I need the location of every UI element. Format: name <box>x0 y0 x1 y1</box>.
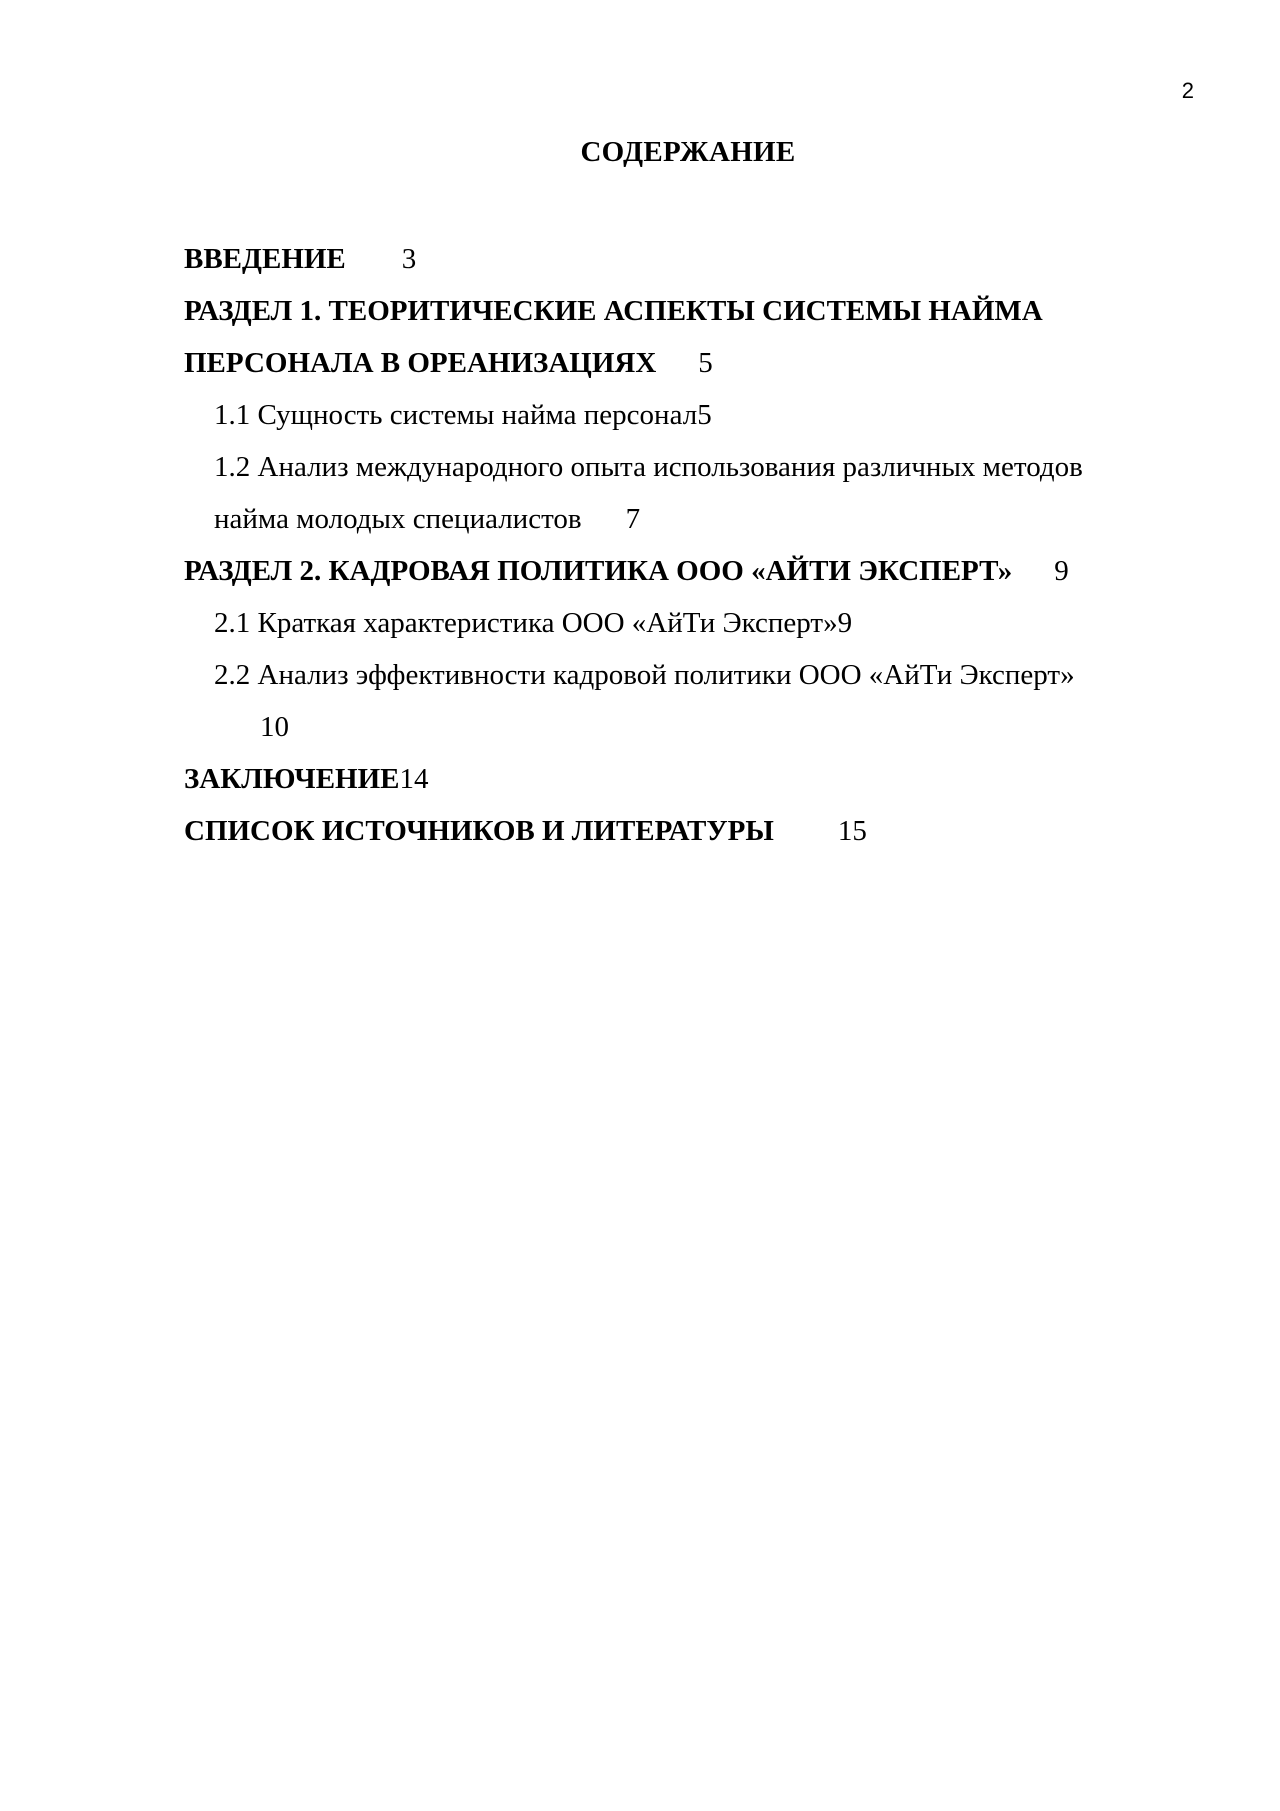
toc-entry-label: ВВЕДЕНИЕ <box>184 243 346 275</box>
toc-entry-page: 5 <box>697 399 712 431</box>
toc-entry-intro[interactable] <box>184 233 1191 285</box>
toc-entry-page: 7 <box>625 503 641 535</box>
toc-entry-page: 10 <box>260 711 289 743</box>
page-title: СОДЕРЖАНИЕ <box>580 136 796 168</box>
toc-entry-label: СПИСОК ИСТОЧНИКОВ И ЛИТЕРАТУРЫ <box>184 815 774 847</box>
toc-entry-section-2-2[interactable] <box>184 649 1191 753</box>
page-number: 2 <box>1181 78 1194 103</box>
toc-entry-section-1-2[interactable] <box>184 441 1191 545</box>
toc-entry-label: 1.2 Анализ международного опыта использования различных методов <box>214 451 1083 483</box>
toc-entry-label: РАЗДЕЛ 1. ТЕОРИТИЧЕСКИЕ АСПЕКТЫ СИСТЕМЫ НАЙМА <box>184 295 1043 327</box>
toc-entry-section-2-1[interactable] <box>184 597 1191 649</box>
toc-entry-label: 1.1 Сущность системы найма персонал <box>214 399 698 431</box>
toc-entry-page: 9 <box>837 607 853 639</box>
table-of-contents <box>184 233 1191 857</box>
toc-entry-page: 5 <box>698 347 713 379</box>
toc-entry-section-1[interactable] <box>184 285 1191 389</box>
toc-entry-label: РАЗДЕЛ 2. КАДРОВАЯ ПОЛИТИКА ООО «АЙТИ ЭКСПЕРТ» <box>184 555 1013 587</box>
toc-entry-page: 15 <box>837 815 867 847</box>
toc-entry-label: 2.2 Анализ эффективности кадровой политики ООО «АйТи Эксперт» <box>214 659 1075 691</box>
toc-entry-section-2[interactable] <box>184 545 1191 597</box>
toc-entry-page: 3 <box>401 243 417 275</box>
toc-entry-label: 2.1 Краткая характеристика ООО «АйТи Эксперт» <box>214 607 838 639</box>
toc-entry-label-continued: ПЕРСОНАЛА В ОРЕАНИЗАЦИЯХ <box>184 347 657 379</box>
toc-entry-references[interactable] <box>184 805 1191 857</box>
toc-entry-label: ЗАКЛЮЧЕНИЕ <box>184 763 400 795</box>
toc-entry-page: 9 <box>1054 555 1069 587</box>
toc-entry-conclusion[interactable] <box>184 753 1191 805</box>
toc-entry-page: 14 <box>399 763 429 795</box>
toc-entry-label-continued: найма молодых специалистов <box>214 503 582 535</box>
toc-entry-section-1-1[interactable] <box>184 389 1191 441</box>
